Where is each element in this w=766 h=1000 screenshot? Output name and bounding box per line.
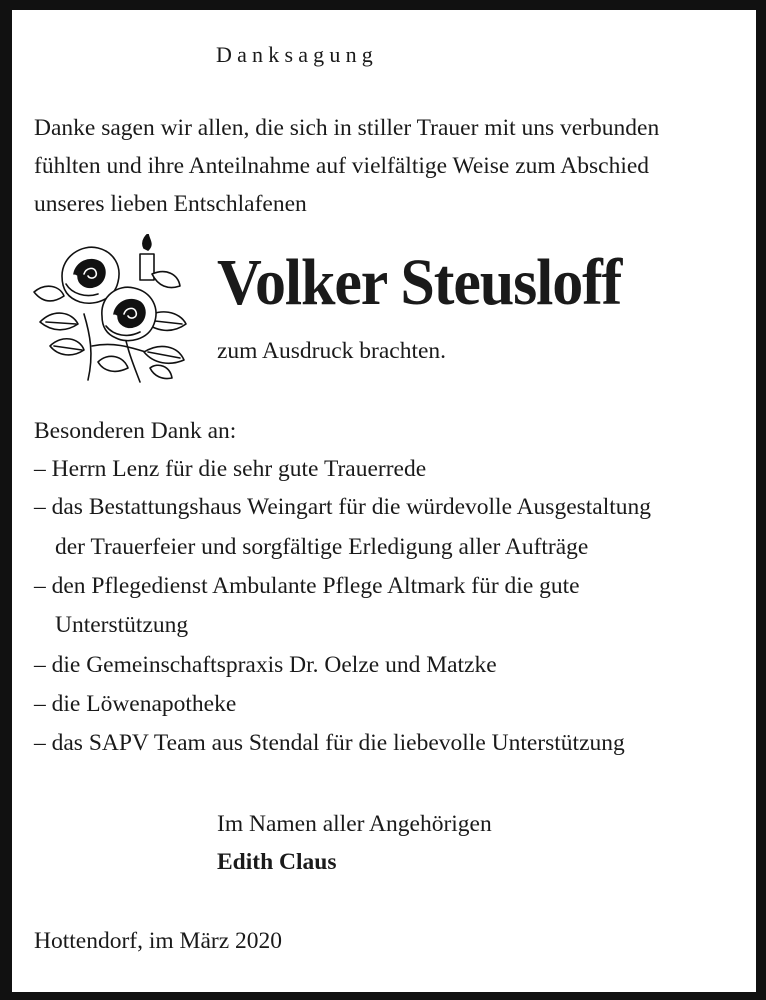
thanks-line: – das SAPV Team aus Stendal für die liebevolle Unterstützung (34, 730, 625, 756)
intro-line-1: Danke sagen wir allen, die sich in stiller Trauer mit uns verbunden (34, 115, 660, 141)
thanks-line: – die Gemeinschaftspraxis Dr. Oelze und Matzke (34, 652, 497, 678)
thanks-line: – das Bestattungshaus Weingart für die würdevolle Ausgestaltung (34, 494, 652, 520)
roses-candle-icon (32, 234, 188, 384)
thanks-line: – den Pflegedienst Ambulante Pflege Altmark für die gute (34, 573, 580, 599)
deceased-name: Volker Steusloff (217, 246, 622, 319)
thanks-line: – die Löwenapotheke (34, 691, 237, 717)
intro-line-2: fühlten und ihre Anteilnahme auf vielfältige Weise zum Abschied (34, 153, 650, 179)
thanks-title: Besonderen Dank an: (34, 418, 237, 444)
notice-heading: Danksagung (216, 42, 378, 67)
place-date: Hottendorf, im März 2020 (34, 928, 283, 954)
signature-line: Im Namen aller Angehörigen (217, 811, 492, 837)
thanks-line: Unterstützung (55, 612, 189, 638)
after-name-text: zum Ausdruck brachten. (217, 338, 447, 364)
thanks-line: – Herrn Lenz für die sehr gute Trauerrede (34, 456, 427, 482)
signature-name: Edith Claus (217, 849, 337, 875)
thanks-line: der Trauerfeier und sorgfältige Erledigung aller Aufträge (55, 534, 589, 560)
intro-line-3: unseres lieben Entschlafenen (34, 191, 307, 217)
